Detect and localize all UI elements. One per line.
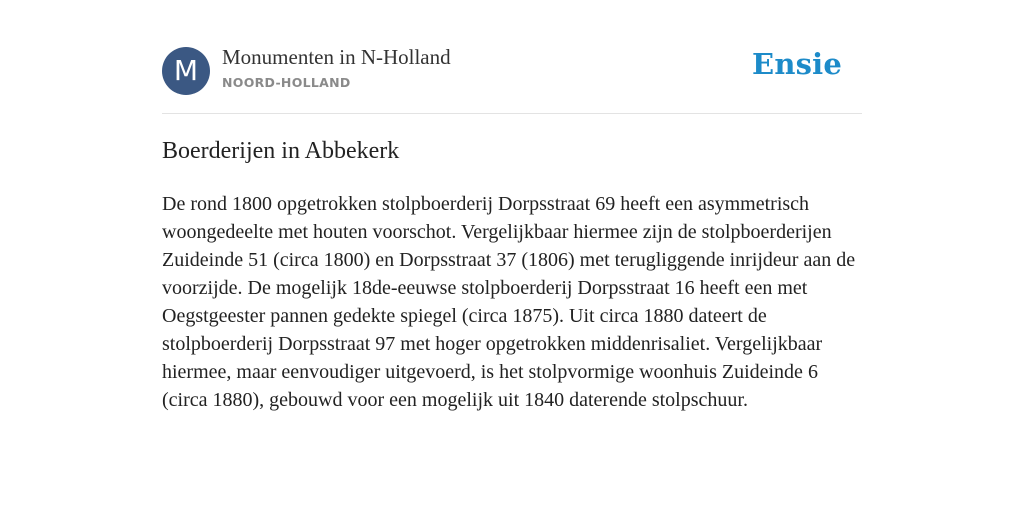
card-header xyxy=(162,0,862,114)
ensie-logo[interactable]: Ensie xyxy=(752,47,842,81)
article-body: De rond 1800 opgetrokken stolpboerderij Dorpsstraat 69 heeft een asymmetrisch woongedeelte met houten voorschot. Vergelijkbaar hiermee zijn de stolpboerderijen Zuideinde 51 (circa 1800) en Dorpsstraat 37 (1806) met terugliggende inrijdeur aan de voorzijde. De mogelijk 18de-eeuwse stolpboerderij Dorpsstraat 16 heeft een met Oegstgeester pannen gedekte spiegel (circa 1875). Uit circa 1880 dateert de stolpboerderij Dorpsstraat 97 met hoger opgetrokken middenrisaliet. Vergelijkbaar hiermee, maar eenvoudiger uitgevoerd, is het stolpvormige woonhuis Zuideinde 6 (circa 1880), gebouwd voor een mogelijk uit 1840 daterende stolpschuur. xyxy=(162,193,856,411)
source-subtitle: NOORD-HOLLAND xyxy=(222,75,351,90)
source-avatar[interactable]: M xyxy=(162,47,210,95)
definition-card xyxy=(162,0,862,411)
article-title: Boerderijen in Abbekerk xyxy=(162,138,400,164)
source-title[interactable]: Monumenten in N-Holland xyxy=(222,45,451,69)
